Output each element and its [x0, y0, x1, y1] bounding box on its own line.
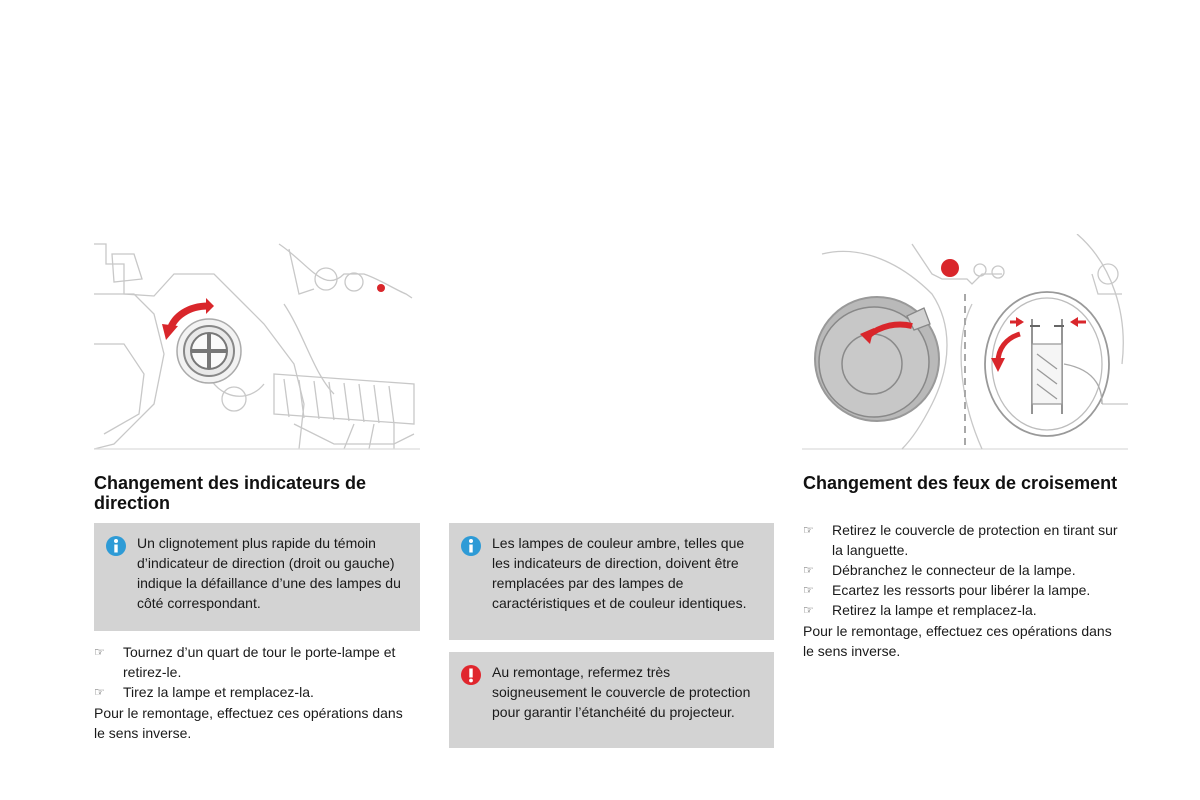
pointing-hand-icon: ☞	[803, 523, 814, 537]
amber-lamps-info-box	[449, 523, 774, 640]
list-item: ☞ Ecartez les ressorts pour libérer la lampe.	[803, 582, 1091, 598]
pointing-hand-icon: ☞	[803, 583, 814, 597]
turn-signal-illustration	[94, 234, 420, 454]
turn-signal-reassembly-text: Pour le remontage, effectuez ces opérations dans le sens inverse.	[94, 705, 403, 741]
turn-signal-info-box	[94, 523, 420, 631]
pointing-hand-icon: ☞	[94, 685, 105, 699]
reassembly-warning-text: Au remontage, refermez très soigneusement le couvercle de protection pour garantir l’étanchéité du projecteur.	[492, 664, 751, 720]
list-item: ☞ Tournez d’un quart de tour le porte-lampe et retirez-le.	[94, 644, 396, 680]
low-beam-section-title: Changement des feux de croisement	[803, 473, 1118, 493]
low-beam-illustration	[802, 234, 1128, 454]
pointing-hand-icon: ☞	[94, 645, 105, 659]
list-item: ☞ Retirez la lampe et remplacez-la.	[803, 602, 1037, 618]
pointing-hand-icon: ☞	[803, 603, 814, 617]
reassembly-warning-box	[449, 652, 774, 748]
amber-lamps-info-text: Les lampes de couleur ambre, telles que les indicateurs de direction, doivent être remplacées par des lampes de caractéristiques et de couleur identiques.	[492, 535, 747, 611]
info-icon	[106, 536, 126, 556]
low-beam-steps	[803, 520, 1128, 620]
list-item: ☞ Retirez le couvercle de protection en tirant sur la languette.	[803, 522, 1118, 558]
turn-signal-section-title: Changement des indicateurs de direction	[94, 473, 367, 513]
info-icon	[461, 536, 481, 556]
low-beam-reassembly-text: Pour le remontage, effectuez ces opérations dans le sens inverse.	[803, 623, 1112, 659]
turn-signal-info-text: Un clignotement plus rapide du témoin d’indicateur de direction (droit ou gauche) indique la défaillance d’une des lampes du côté correspondant.	[137, 535, 401, 611]
turn-signal-steps	[94, 642, 414, 702]
list-item: ☞ Tirez la lampe et remplacez-la.	[94, 684, 314, 700]
warning-icon	[461, 665, 481, 685]
pointing-hand-icon: ☞	[803, 563, 814, 577]
list-item: ☞ Débranchez le connecteur de la lampe.	[803, 562, 1076, 578]
